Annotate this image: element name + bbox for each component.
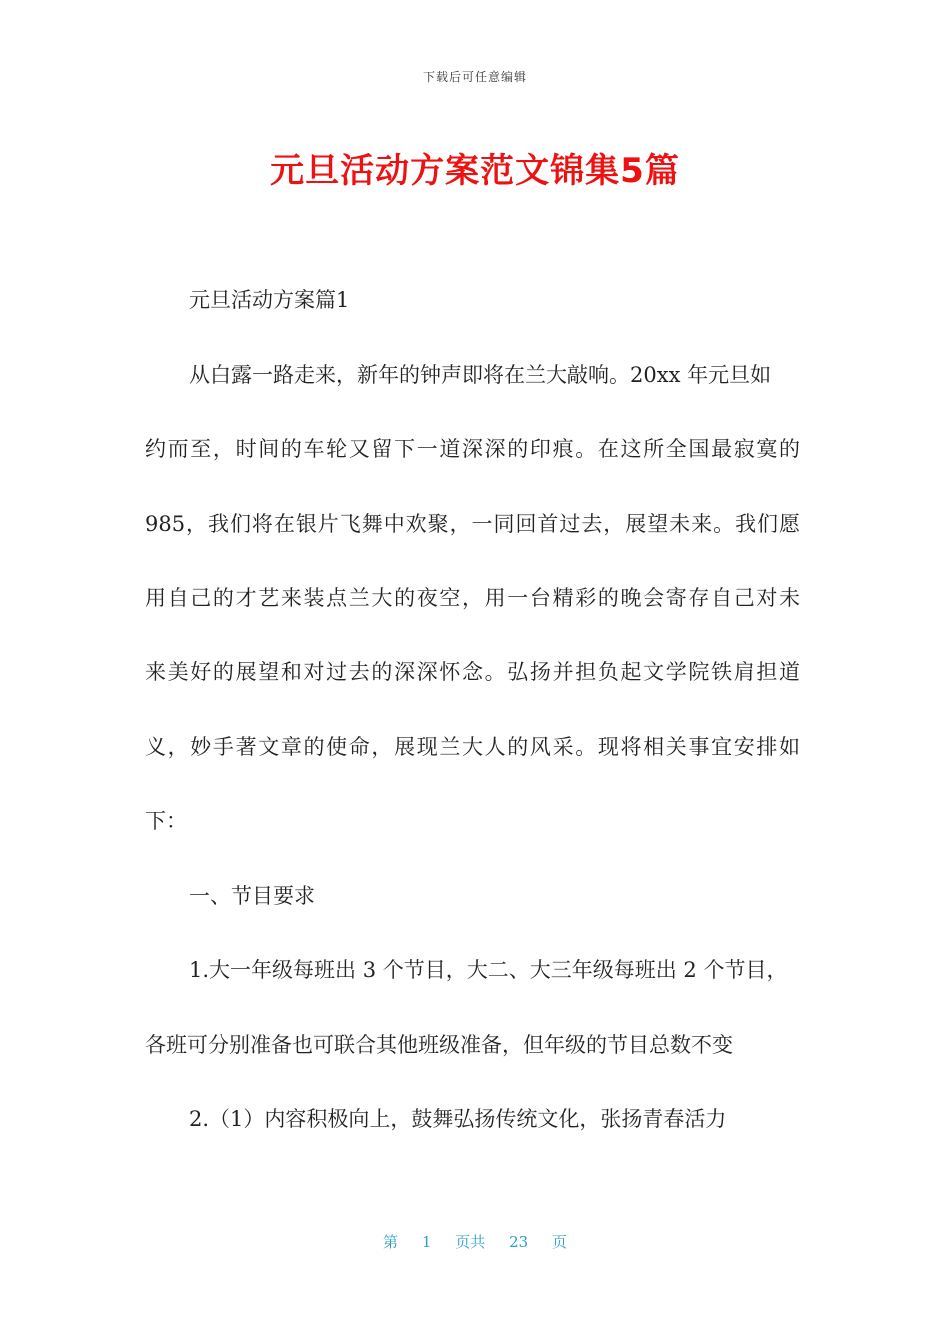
paragraph-line: 985，我们将在银片飞舞中欢聚，一同回首过去，展望未来。我们愿 — [145, 512, 800, 536]
header-note: 下载后可任意编辑 — [422, 70, 527, 84]
paragraph-line: 从白露一路走来，新年的钟声即将在兰大敲响。20xx 年元旦如 — [189, 363, 772, 387]
footer-total-pages: 23 — [509, 1233, 529, 1251]
paragraph-line: 下： — [145, 809, 187, 833]
section-heading: 元旦活动方案篇1 — [189, 288, 350, 312]
footer-prefix: 第 — [382, 1233, 398, 1251]
footer-suffix: 页 — [552, 1233, 568, 1251]
subheading: 一、节目要求 — [189, 884, 315, 908]
paragraph-line: 义，妙手著文章的使命，展现兰大人的风采。现将相关事宜安排如 — [145, 735, 800, 759]
list-item-line: 2.（1）内容积极向上，鼓舞弘扬传统文化，张扬青春活力 — [189, 1107, 727, 1131]
list-item-line: 各班可分别准备也可联合其他班级准备，但年级的节目总数不变 — [145, 1033, 733, 1057]
page-footer — [0, 1231, 950, 1252]
paragraph-line: 用自己的才艺来装点兰大的夜空，用一台精彩的晚会寄存自己对未 — [145, 586, 800, 610]
list-item-line: 1.大一年级每班出 3 个节目，大二、大三年级每班出 2 个节目， — [189, 958, 788, 982]
footer-middle: 页共 — [455, 1233, 486, 1251]
document-title: 元旦活动方案范文锦集5篇 — [270, 151, 680, 191]
paragraph-line: 来美好的展望和对过去的深深怀念。弘扬并担负起文学院铁肩担道 — [145, 660, 800, 684]
footer-page-number: 1 — [421, 1233, 432, 1251]
paragraph-line: 约而至，时间的车轮又留下一道深深的印痕。在这所全国最寂寞的 — [145, 437, 800, 461]
